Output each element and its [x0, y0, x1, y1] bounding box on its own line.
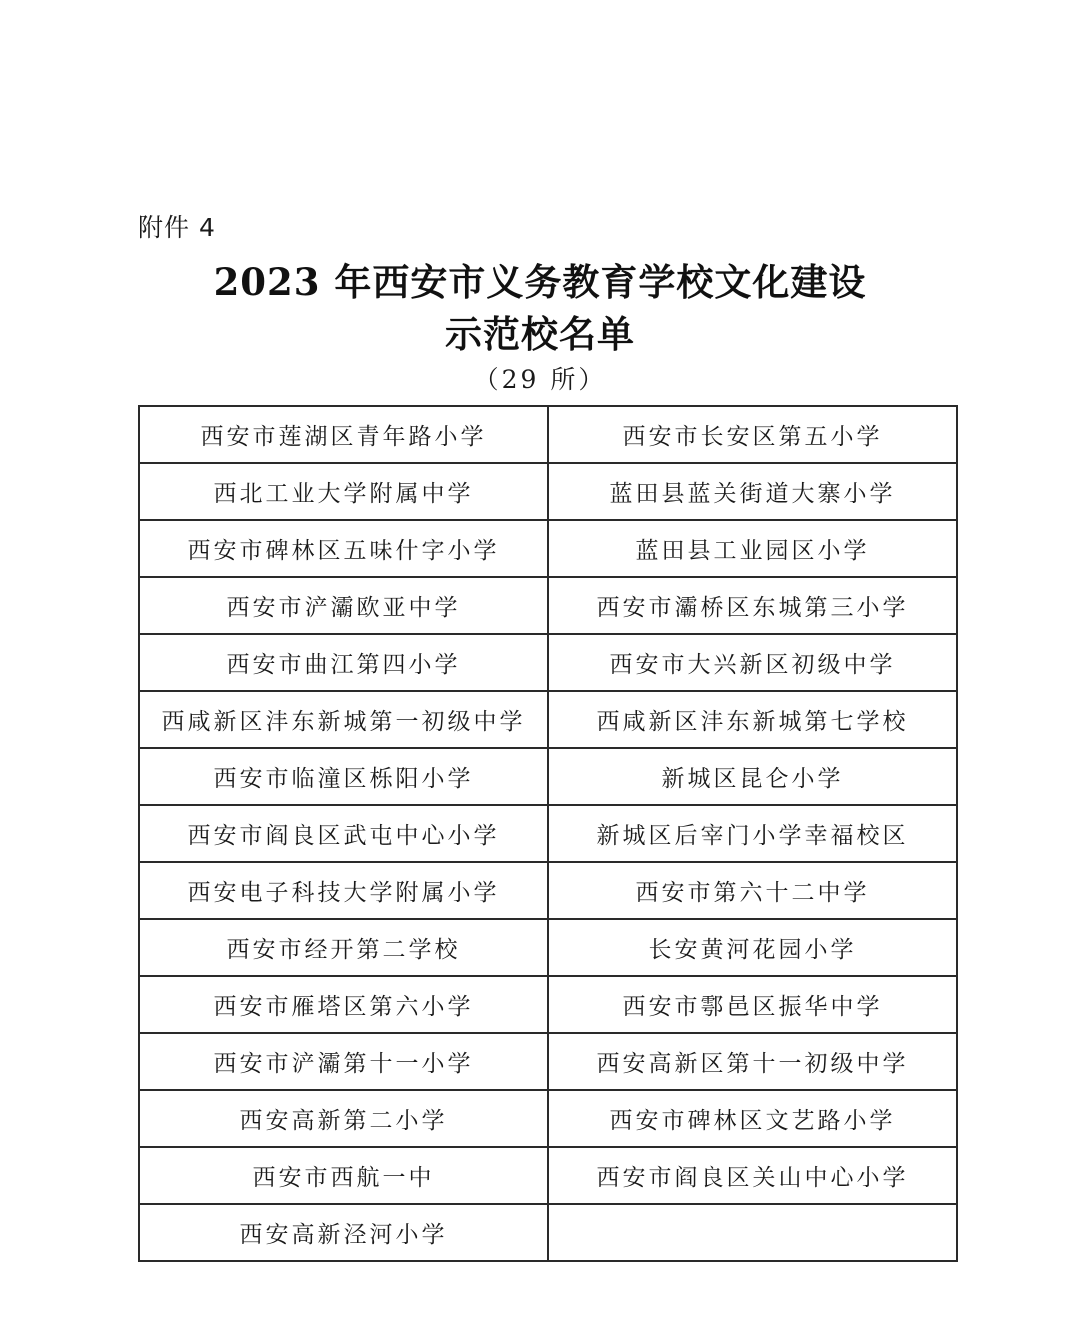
page-title-line-2: 示范校名单: [445, 312, 635, 356]
table-row: [139, 577, 957, 634]
table-cell: 西安市雁塔区第六小学: [139, 976, 548, 1033]
table-cell: 新城区后宰门小学幸福校区: [548, 805, 957, 862]
table-row: [139, 1090, 957, 1147]
table-cell: 西安市灞桥区东城第三小学: [548, 577, 957, 634]
table-row: [139, 919, 957, 976]
table-cell: 西安市大兴新区初级中学: [548, 634, 957, 691]
attachment-label: 附件 4: [138, 213, 216, 242]
table-row: [139, 1204, 957, 1261]
table-cell: 西安市阎良区关山中心小学: [548, 1147, 957, 1204]
table-cell: 新城区昆仑小学: [548, 748, 957, 805]
table-cell: 蓝田县工业园区小学: [548, 520, 957, 577]
school-count: （29 所）: [473, 365, 607, 394]
table-row: [139, 463, 957, 520]
table-cell: 西安市碑林区文艺路小学: [548, 1090, 957, 1147]
table-row: [139, 1033, 957, 1090]
page-title-line-1: 2023 年西安市义务教育学校文化建设: [213, 260, 867, 304]
table-cell: 西安市长安区第五小学: [548, 406, 957, 463]
table-row: [139, 748, 957, 805]
table-cell: 西安市第六十二中学: [548, 862, 957, 919]
table-cell: 西安市西航一中: [139, 1147, 548, 1204]
table-cell: 西安电子科技大学附属小学: [139, 862, 548, 919]
table-row: [139, 634, 957, 691]
table-cell: 西安市经开第二学校: [139, 919, 548, 976]
table-cell: 西安高新泾河小学: [139, 1204, 548, 1261]
table-row: [139, 976, 957, 1033]
table-cell: 西安市莲湖区青年路小学: [139, 406, 548, 463]
table-row: [139, 520, 957, 577]
table-cell: 西安市阎良区武屯中心小学: [139, 805, 548, 862]
table-row: [139, 805, 957, 862]
table-cell: 西咸新区沣东新城第七学校: [548, 691, 957, 748]
table-cell: 西咸新区沣东新城第一初级中学: [139, 691, 548, 748]
table-cell: 西安高新第二小学: [139, 1090, 548, 1147]
table-cell: 西安高新区第十一初级中学: [548, 1033, 957, 1090]
table-cell: 西安市浐灞欧亚中学: [139, 577, 548, 634]
table-cell: 西安市碑林区五味什字小学: [139, 520, 548, 577]
table-cell-empty: [548, 1204, 957, 1261]
table-cell: 西安市浐灞第十一小学: [139, 1033, 548, 1090]
table-row: [139, 1147, 957, 1204]
table-cell: 西北工业大学附属中学: [139, 463, 548, 520]
table-cell: 西安市曲江第四小学: [139, 634, 548, 691]
table-cell: 西安市临潼区栎阳小学: [139, 748, 548, 805]
table-cell: 西安市鄠邑区振华中学: [548, 976, 957, 1033]
table-row: [139, 691, 957, 748]
table-cell: 长安黄河花园小学: [548, 919, 957, 976]
table-row: [139, 862, 957, 919]
table-cell: 蓝田县蓝关街道大寨小学: [548, 463, 957, 520]
school-list-table: [138, 405, 958, 1262]
table-row: [139, 406, 957, 463]
